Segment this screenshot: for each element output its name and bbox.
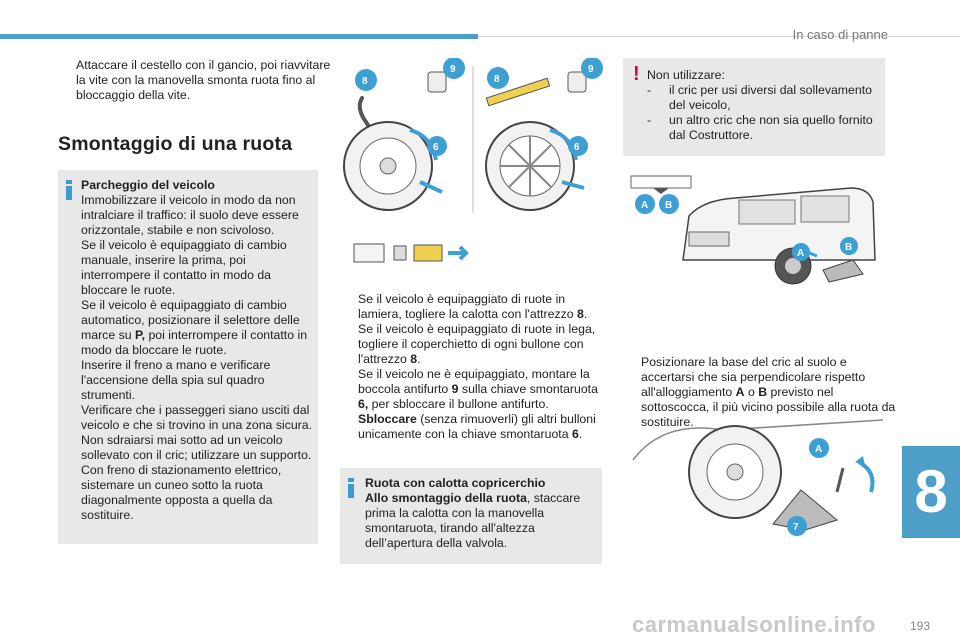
parking-info-box [58, 170, 318, 544]
bullet-loosen-wrench: 6 [571, 427, 579, 441]
info-p1: Immobilizzare il veicolo in modo da non intralciare il traffico: il suolo deve essere orizzontale, stabile e non scivoloso. [81, 193, 299, 237]
hubcap-info-box [340, 468, 602, 564]
warning-item-1 [647, 83, 879, 113]
info-p2: Se il veicolo è equipaggiato di cambio manuale, inserire la prima, poi interrompere il contatto in modo da bloccare le ruote. [81, 238, 287, 297]
jack-point-car-illustration [623, 170, 893, 295]
info-p7: Con freno di stazionamento elettrico, sistemare un cuneo sotto la ruota diagonalmente opposta a quella da sostituire. [81, 463, 282, 522]
page-heading: Smontaggio di una ruota [58, 133, 293, 155]
warning-item-1-text: il cric per usi diversi dal sollevamento del veicolo, [669, 83, 872, 112]
badge-9-right-label: 9 [588, 64, 594, 75]
bullet-steel-wheels [340, 292, 602, 322]
hubcap-info-lead: Allo smontaggio della ruota [365, 491, 527, 505]
info-p4: Inserire il freno a mano e verificare l'accensione della spia sul quadro strumenti. [81, 358, 271, 402]
jack-bullet-end: previsto nel sottoscocca, il più vicino possibile alla ruota da sostituire. [641, 385, 896, 429]
bullet-alloy-text: Se il veicolo è equipaggiato di ruote in lega, togliere il coperchietto di ogni bullone con l'attrezzo [358, 322, 596, 366]
info-p3 [81, 298, 313, 358]
bullet-loosen-text: (senza rimuoverli) gli altri bulloni unicamente con la chiave smontaruota [358, 412, 596, 441]
jack-warning-box [623, 58, 885, 156]
bullet-steel-text: Se il veicolo è equipaggiato di ruote in lamiera, togliere la calotta con l'attrezzo [358, 292, 578, 321]
info-icon [348, 478, 354, 498]
hubcap-info-text [365, 491, 597, 551]
header-accent-bar [0, 34, 478, 39]
jack-bullet-or: o [744, 385, 759, 399]
info-icon [66, 180, 72, 200]
badge-7-jack-label: 7 [793, 522, 799, 533]
badge-8-right-label: 8 [494, 74, 500, 85]
bullet-steel-end: . [583, 307, 588, 321]
hubcap-info-body: , staccare prima la calotta con la manovella smontaruota, tirando all'altezza dell’apertura della valvola. [365, 491, 581, 550]
warning-icon: ! [633, 63, 640, 85]
bullet-antitheft-mid: sulla chiave smontaruota [458, 382, 598, 396]
bullet-loosen [340, 412, 602, 442]
procedure-bullets [340, 292, 602, 442]
warning-item-2-text: un altro cric che non sia quello fornito dal Costruttore. [669, 113, 873, 142]
info-p3-text-end: poi interrompere il contatto in modo da bloccare le ruote. [81, 328, 308, 357]
badge-a-jack-label: A [815, 444, 823, 455]
badge-6-left-label: 6 [433, 142, 439, 153]
antitheft-socket-illustration [350, 236, 476, 272]
bullet-alloy-end: . [417, 352, 421, 366]
watermark: carmanualsonline.info [632, 612, 876, 637]
page-number: 193 [910, 619, 931, 633]
intro-text: Attaccare il cestello con il gancio, poi riavvitare la vite con la manovella smonta ruota fino al bloccaggio della vite. [76, 58, 331, 102]
badge-b-car-label: B [845, 242, 853, 253]
intro-bullet [58, 58, 338, 103]
bullet-antitheft-socket: 9 [451, 382, 459, 396]
badge-6-right-label: 6 [574, 142, 580, 153]
bullet-loosen-end: . [578, 427, 583, 441]
dash-mark: - [647, 113, 652, 127]
badge-8-left-label: 8 [362, 76, 368, 87]
jack-bullet-point-b: B [758, 385, 768, 399]
warning-item-2 [647, 113, 879, 143]
info-p3-text: Se il veicolo è equipaggiato di cambio automatico, posizionare il selettore delle marce su [81, 298, 300, 342]
dash-mark: - [647, 83, 652, 97]
bullet-steel-tool: 8 [577, 307, 584, 321]
bullet-antitheft-end: per sbloccare il bullone antifurto. [368, 397, 549, 411]
jack-bullet-text: Posizionare la base del cric al suolo e accertarsi che sia perpendicolare rispetto all'alloggiamento [641, 355, 866, 399]
bullet-alloy-tool: 8 [410, 352, 418, 366]
section-title: In caso di panne [792, 27, 888, 42]
info-p5: Verificare che i passeggeri siano usciti dal veicolo e che si trovino in una zona sicura. [81, 403, 313, 432]
warning-title: Non utilizzare: [647, 68, 725, 82]
info-p3-gear: P, [135, 328, 146, 342]
bullet-loosen-verb: Sbloccare [358, 412, 417, 426]
badge-b-top-label: B [665, 200, 673, 211]
badge-a-top-label: A [641, 200, 649, 211]
info-title: Parcheggio del veicolo [81, 178, 215, 192]
badge-a-car-label: A [797, 248, 805, 259]
wheel-trim-removal-illustration [340, 58, 610, 218]
jack-bullet-point-a: A [735, 385, 745, 399]
bullet-antitheft-text: Se il veicolo ne è equipaggiato, montare la boccola antifurto [358, 367, 590, 396]
bullet-antitheft [340, 367, 602, 412]
badge-9-left-label: 9 [450, 64, 456, 75]
info-p6: Non sdraiarsi mai sotto ad un veicolo sollevato con il cric; utilizzare un supporto. [81, 433, 312, 462]
bullet-alloy-wheels [340, 322, 602, 367]
chapter-tab: 8 [902, 446, 960, 538]
jack-lifting-illustration [623, 400, 893, 550]
hubcap-info-title: Ruota con calotta copricerchio [365, 476, 546, 490]
bullet-antitheft-wrench: 6, [358, 397, 369, 411]
